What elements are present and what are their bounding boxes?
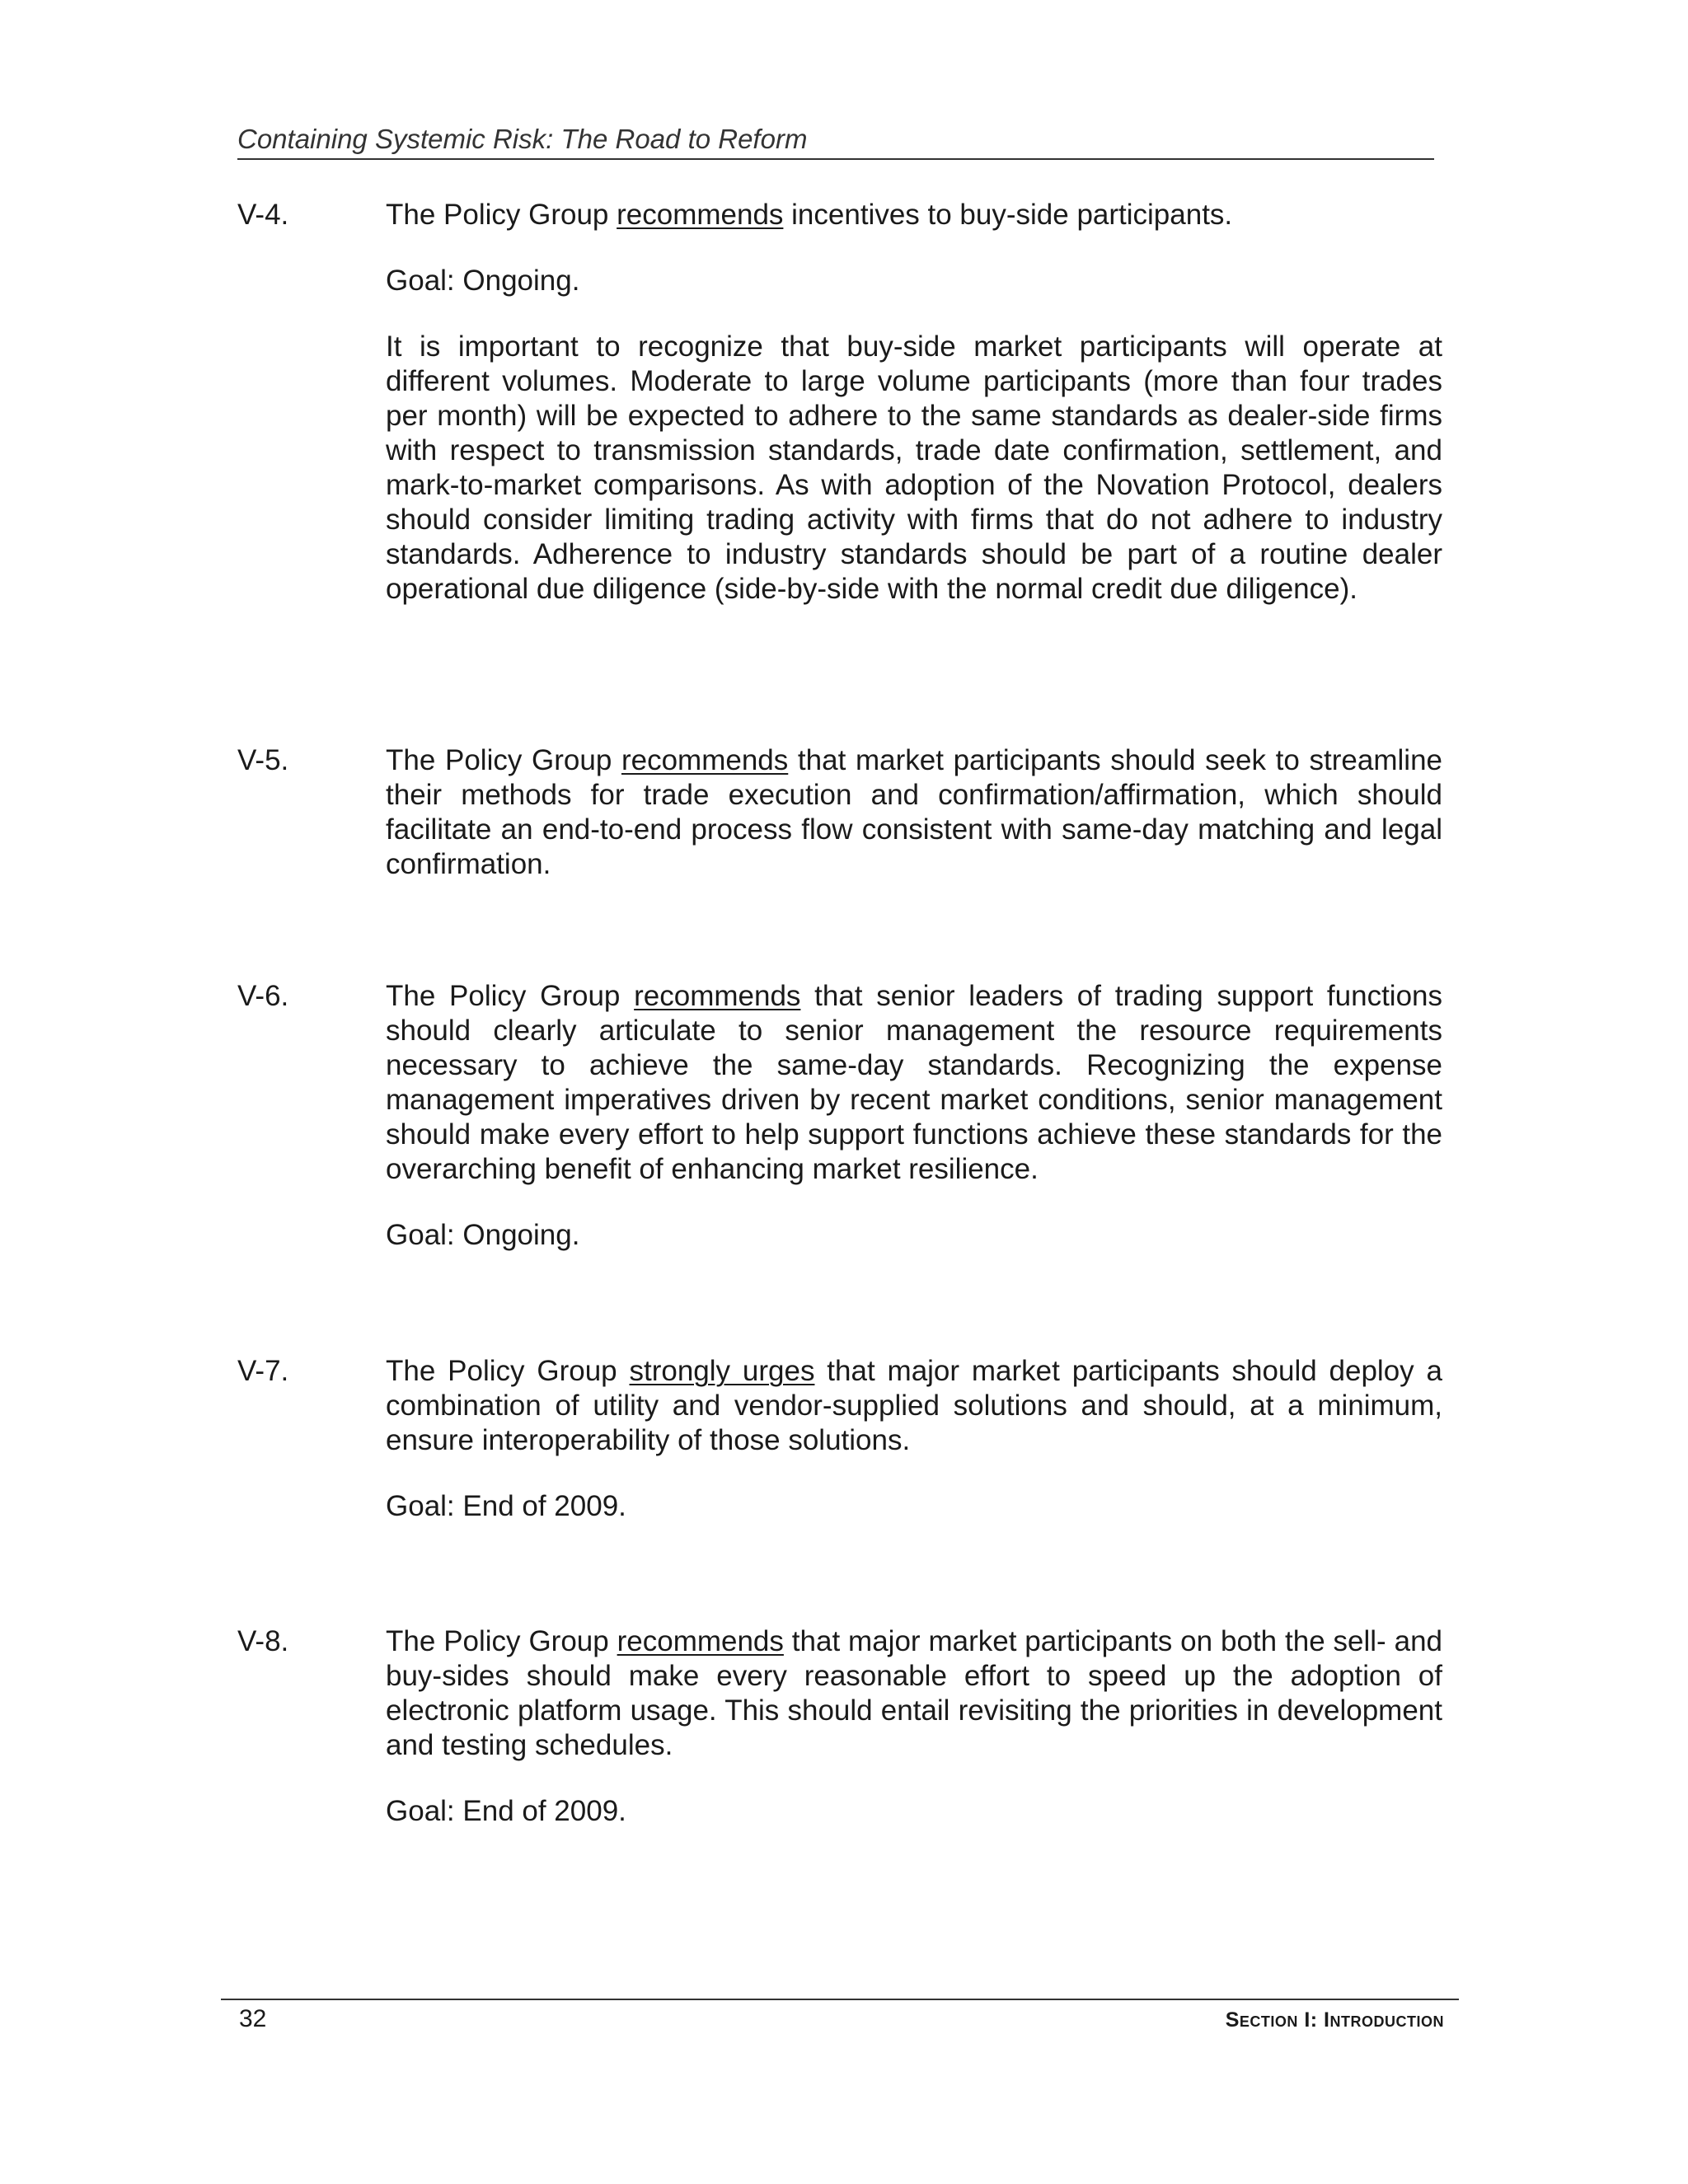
section-label: Section I: Introduction bbox=[1225, 2008, 1444, 2032]
recommendation-detail: It is important to recognize that buy-side market participants will operate at different volumes. Moderate to large volume participants (more than four trades per month) will be expected to adhere to the same standards as dealer-side firms with respect to transmission standards, trade date confirmation, settlement, and mark-to-market comparisons. As with adoption of the Novation Protocol, dealers should consider limiting trading activity with firms that do not adhere to industry standards. Adherence to industry standards should be part of a routine dealer operational due diligence (side-by-side with the normal credit due diligence). bbox=[386, 330, 1442, 605]
recommendation-body bbox=[386, 979, 1442, 1253]
page-header bbox=[237, 120, 1434, 160]
recommendation-number: V-7. bbox=[237, 1355, 289, 1387]
statement-rest: incentives to buy-side participants. bbox=[783, 199, 1233, 231]
recommendation-number: V-4. bbox=[237, 199, 289, 231]
recommendation-goal: Goal: Ongoing. bbox=[386, 1219, 580, 1251]
statement-verb: recommends bbox=[617, 199, 784, 231]
recommendation-number: V-5. bbox=[237, 744, 289, 776]
recommendation-body bbox=[386, 743, 1442, 882]
recommendation-number: V-6. bbox=[237, 980, 289, 1012]
recommendation-statement bbox=[386, 198, 1442, 232]
recommendation-goal: Goal: End of 2009. bbox=[386, 1795, 626, 1827]
page-footer bbox=[221, 1999, 1459, 2041]
recommendation-statement bbox=[386, 1624, 1442, 1763]
statement-verb: recommends bbox=[621, 744, 789, 776]
recommendation-body bbox=[386, 1624, 1442, 1829]
recommendation-statement bbox=[386, 743, 1442, 882]
recommendation-body bbox=[386, 198, 1442, 607]
statement-lead: The Policy Group bbox=[386, 1625, 617, 1657]
statement-verb: strongly urges bbox=[629, 1355, 815, 1387]
statement-rest: that major market participants on both the sell- and buy-sides should make every reasonable effort to speed up the adoption of electronic platform usage. This should entail revisiting the priorities in development and testing schedules. bbox=[386, 1625, 1442, 1761]
statement-verb: recommends bbox=[617, 1625, 784, 1657]
running-header-title: Containing Systemic Risk: The Road to Reform bbox=[237, 124, 808, 154]
statement-lead: The Policy Group bbox=[386, 199, 617, 231]
statement-lead: The Policy Group bbox=[386, 744, 621, 776]
recommendation-goal: Goal: End of 2009. bbox=[386, 1490, 626, 1522]
statement-lead: The Policy Group bbox=[386, 1355, 630, 1387]
recommendation-body bbox=[386, 1354, 1442, 1524]
recommendation-statement bbox=[386, 979, 1442, 1187]
statement-rest: that market participants should seek to streamline their methods for trade execution and confirmation/affirmation, which should facilitate an end-to-end process flow consistent with same-day matching and legal confirmation. bbox=[386, 744, 1442, 880]
recommendation-statement bbox=[386, 1354, 1442, 1458]
statement-lead: The Policy Group bbox=[386, 980, 635, 1012]
page-number: 32 bbox=[239, 2005, 267, 2032]
recommendation-number: V-8. bbox=[237, 1625, 289, 1657]
statement-rest: that senior leaders of trading support functions should clearly articulate to senior management the resource requirements necessary to achieve the same-day standards. Recognizing the expense management imperatives driven by recent market conditions, senior management should make every effort to help support functions achieve these standards for the overarching benefit of enhancing market resilience. bbox=[386, 980, 1442, 1185]
statement-rest: that major market participants should deploy a combination of utility and vendor-supplied solutions and should, at a minimum, ensure interoperability of those solutions. bbox=[386, 1355, 1442, 1456]
recommendation-goal: Goal: Ongoing. bbox=[386, 265, 580, 297]
statement-verb: recommends bbox=[634, 980, 801, 1012]
